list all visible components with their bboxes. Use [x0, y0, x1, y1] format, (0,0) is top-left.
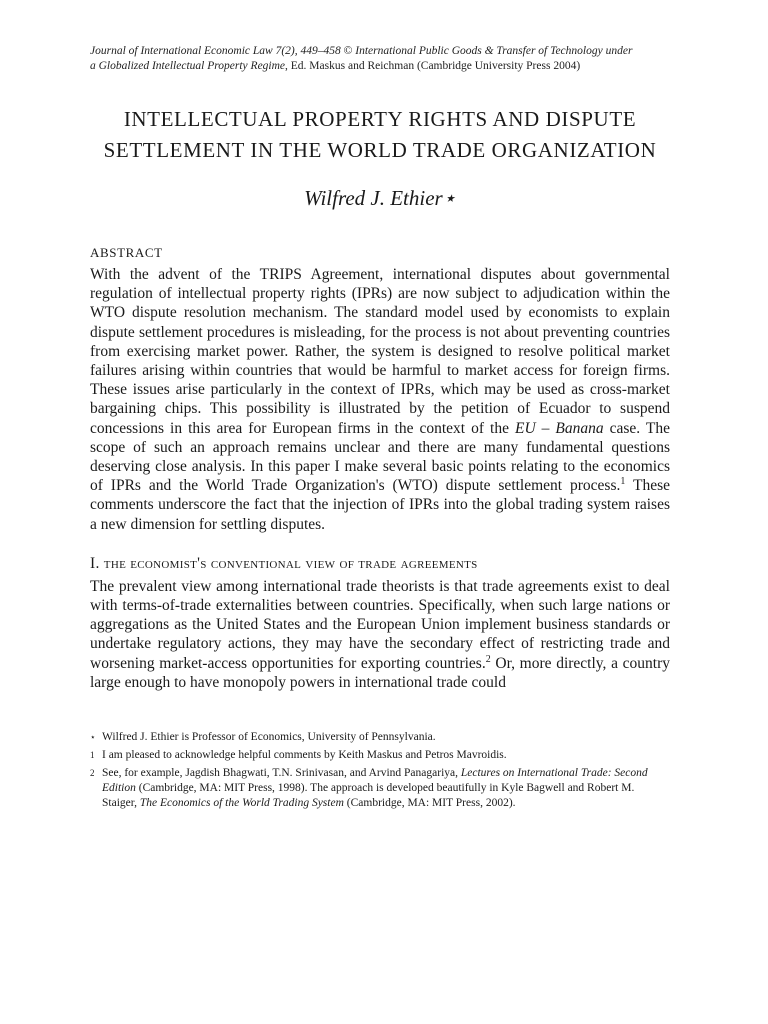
footnote-mark: ⋆: [90, 732, 96, 743]
journal-name: Journal of International Economic Law 7(2), 449–458: [90, 45, 341, 57]
footnote-mark: 2: [90, 768, 95, 779]
book-title-line2: a Globalized Intellectual Property Regime: [90, 60, 286, 72]
author-name: Wilfred J. Ethier: [304, 186, 443, 210]
footnote-mark: 1: [90, 750, 95, 761]
book-title-economics: The Economics of the World Trading System: [139, 797, 344, 810]
journal-citation: [90, 44, 670, 74]
footnote-text: Wilfred J. Ethier is Professor of Economics, University of Pennsylvania.: [102, 731, 436, 744]
footnote-text-c: (Cambridge, MA: MIT Press, 2002).: [343, 797, 516, 810]
copyright-symbol: ©: [343, 45, 353, 57]
footnote-text-a: See, for example, Jagdish Bhagwati, T.N. Srinivasan, and Arvind Panagariya,: [102, 767, 461, 780]
abstract-heading: ABSTRACT: [90, 245, 163, 260]
footnotes: [90, 730, 670, 811]
abstract-text-part2: case. The scope of such an approach remains unclear and there are many fundamental questions deserving close analysis. In this paper I make several basic points relating to the economics of IPRs and the World Trade Organization's (WTO) dispute settlement process.: [90, 419, 670, 495]
author-line: [90, 184, 670, 212]
footnote-ref-2: 2: [485, 653, 491, 665]
footnote-author: [90, 730, 670, 745]
author-footnote-mark: ⋆: [442, 186, 456, 210]
abstract-text-part1: With the advent of the TRIPS Agreement, international disputes about governmental regulation of intellectual property rights (IPRs) are now subject to adjudication within the WTO dispute resolution mechanism. The standard model used by economists to explain dispute settlement procedures is misleading, for the process is not about preventing countries from exercising market power. Rather, the system is designed to resolve political market failures arising within countries that would be harmful to market access for foreign firms. These issues arise particularly in the context of IPRs, which may be used as cross-market bargaining chips. This possibility is illustrated by the petition of Ecuador to suspend concessions in this area for European firms in the context of the: [90, 266, 670, 437]
book-title-line1: International Public Goods & Transfer of Technology under: [355, 45, 633, 57]
abstract-text: [90, 265, 670, 534]
section-1-text-part1: The prevalent view among international trade theorists is that trade agreements exist to deal with terms-of-trade externalities between countries. Specifically, when such large nations or aggregations as the United States and the European Union implement business standards or undertake regulatory actions, they may have the secondary effect of restricting trade and worsening market-access opportunities for exporting countries.: [90, 577, 670, 672]
section-1-text-part2: Or, more directly, a country large enough to have monopoly powers in international trade could: [90, 654, 670, 691]
footnote-1: [90, 748, 670, 763]
footnote-ref-1: 1: [620, 476, 626, 488]
book-title-lectures: Lectures on International Trade: Second Edition: [102, 767, 648, 795]
section-1-text: [90, 577, 670, 692]
editors-publisher: , Ed. Maskus and Reichman (Cambridge University Press 2004): [285, 60, 581, 72]
case-name: EU – Banana: [514, 419, 604, 437]
abstract-text-part3: These comments underscore the fact that the injection of IPRs into the global trading system raises a new dimension for settling disputes.: [90, 477, 671, 533]
footnote-text: I am pleased to acknowledge helpful comments by Keith Maskus and Petros Mavroidis.: [102, 749, 507, 762]
footnote-text-b: (Cambridge, MA: MIT Press, 1998). The approach is developed beautifully in Kyle Bagwell and Robert M. Staiger,: [102, 782, 635, 810]
section-1-heading: I. the economist's conventional view of trade agreements: [90, 554, 478, 572]
paper-title: INTELLECTUAL PROPERTY RIGHTS AND DISPUTE SETTLEMENT IN THE WORLD TRADE ORGANIZATION: [103, 107, 657, 162]
footnote-2: [90, 766, 670, 811]
paper-page: [90, 44, 670, 814]
